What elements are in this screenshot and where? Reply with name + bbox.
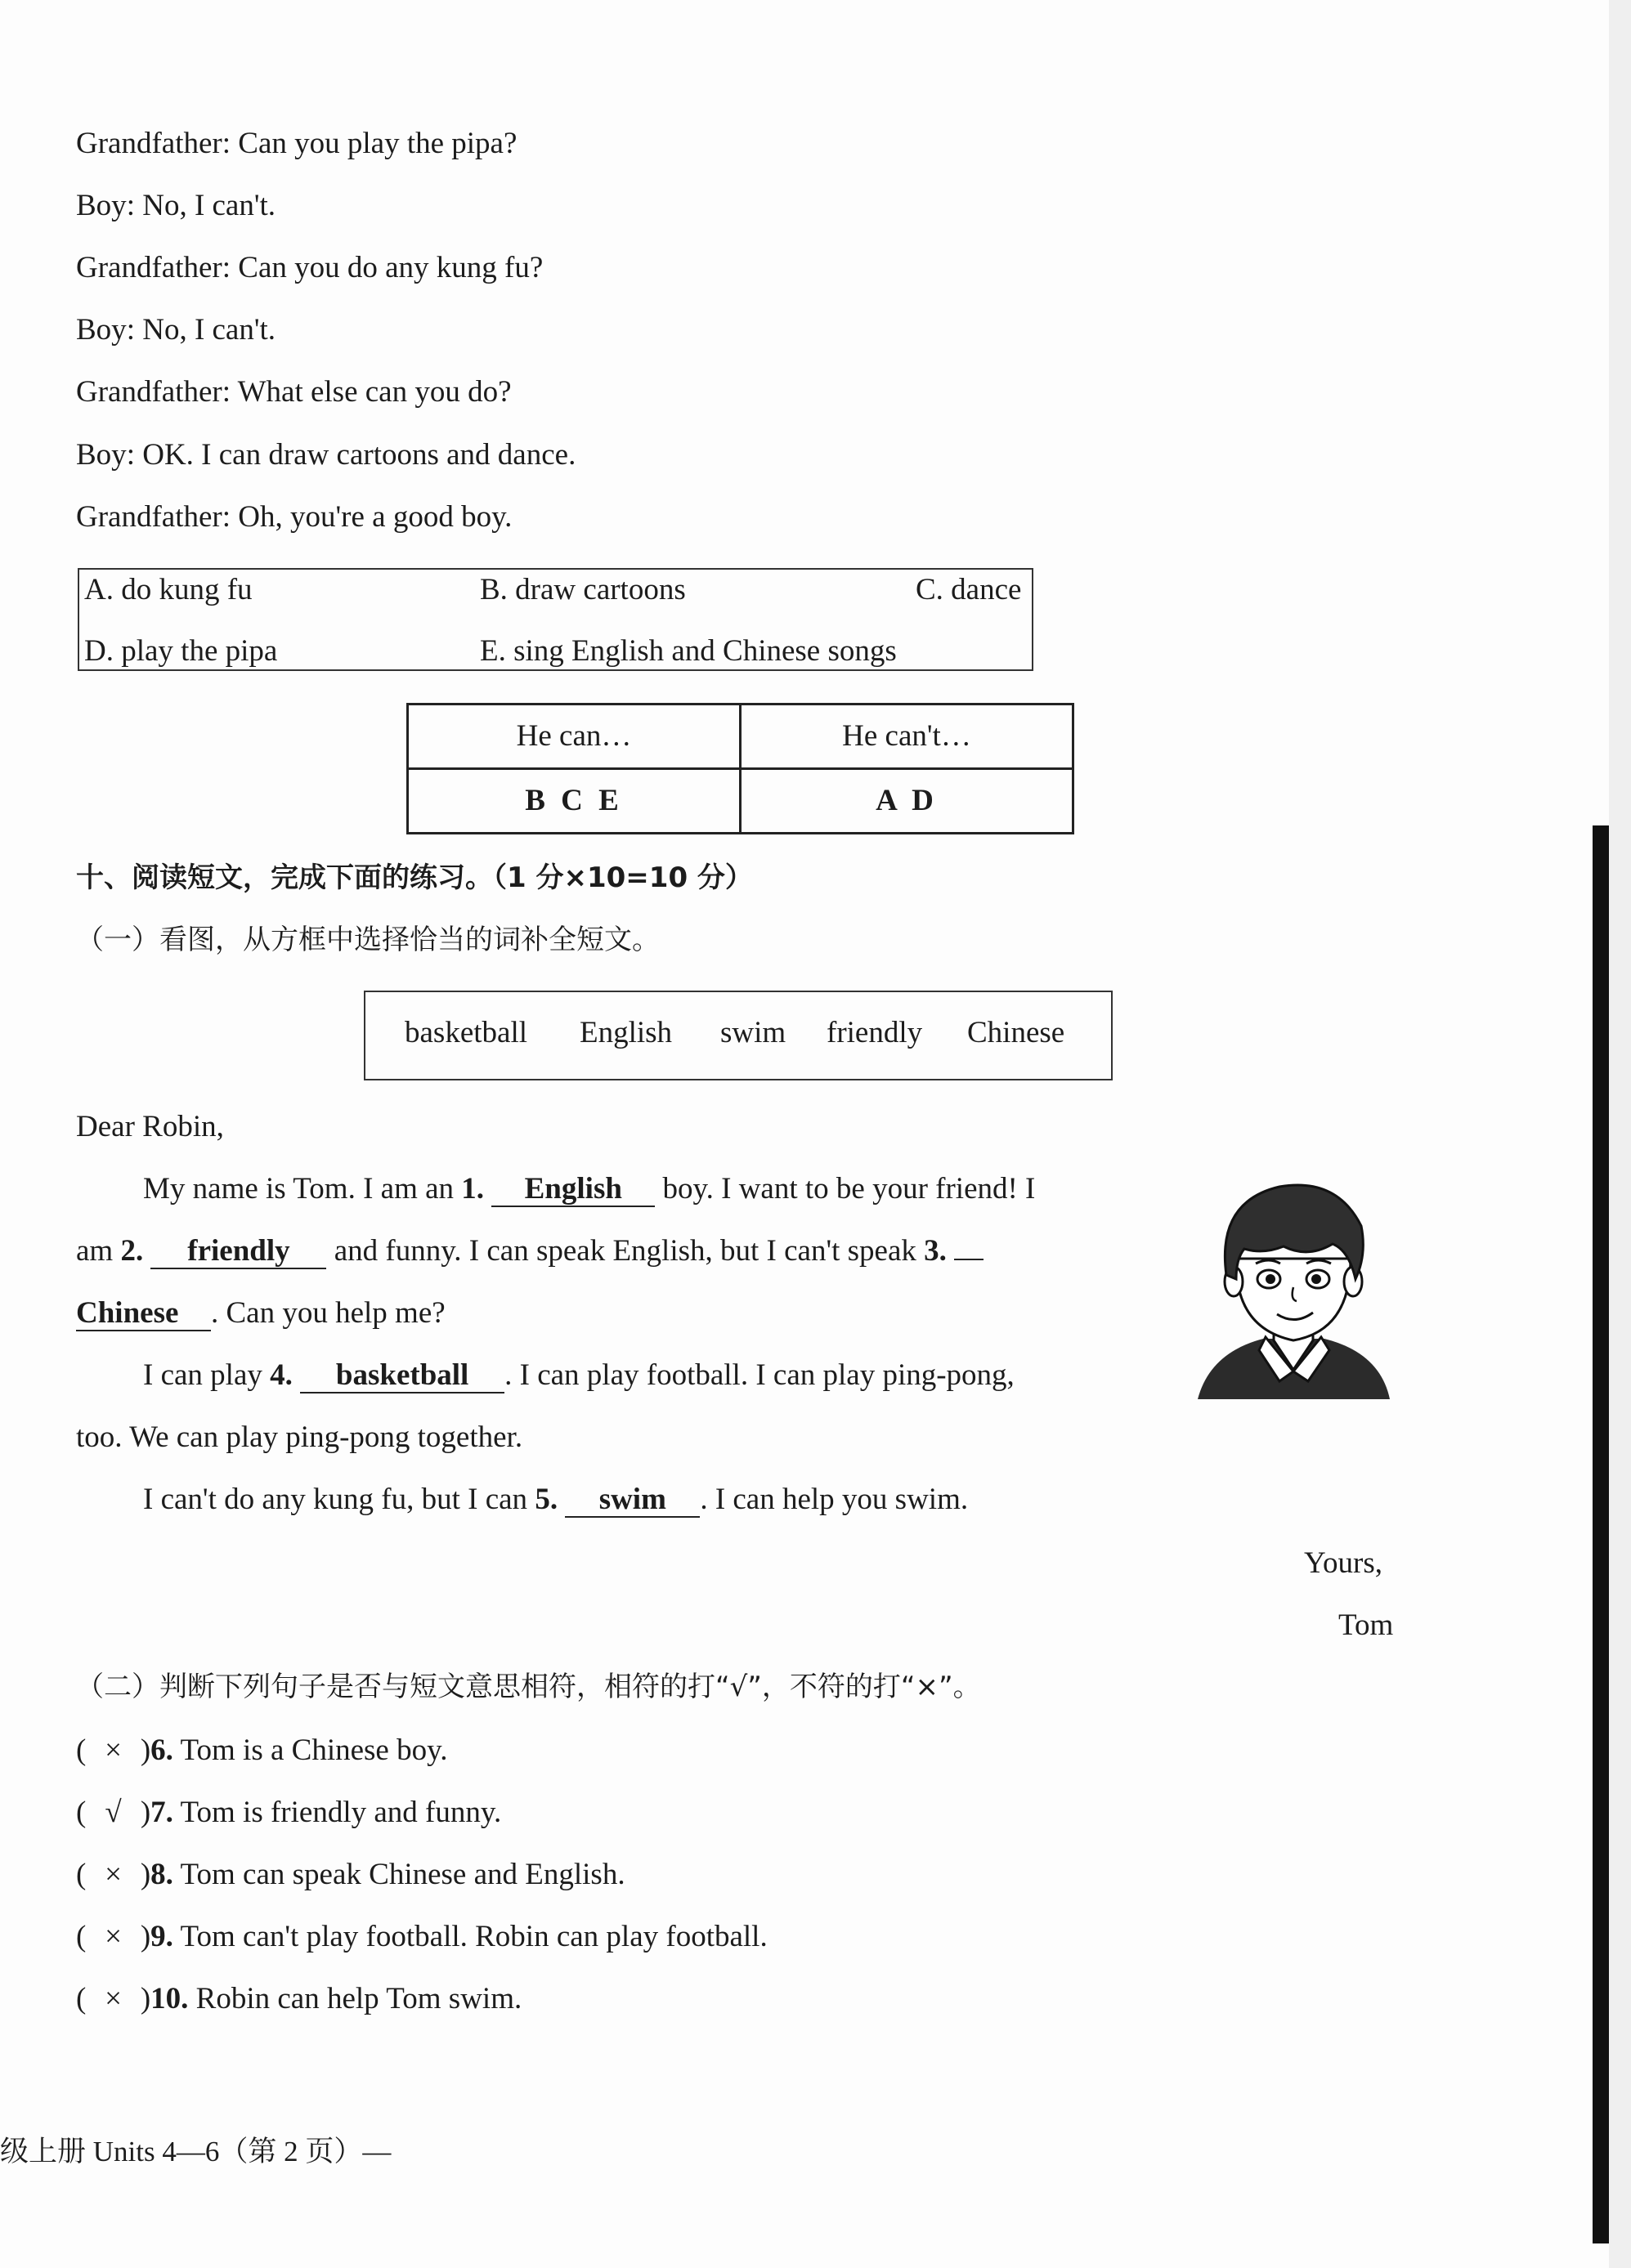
answer-5: swim bbox=[565, 1484, 700, 1518]
word-basketball: basketball bbox=[405, 1016, 528, 1049]
judgement-9: ( × )9. Tom can't play football. Robin can play football. bbox=[76, 1919, 768, 1955]
letter-line-4: I can play 4. basketball . I can play football. I can play ping-pong, bbox=[143, 1358, 1015, 1392]
option-c: C. dance bbox=[916, 573, 1022, 606]
word-chinese: Chinese bbox=[967, 1016, 1065, 1049]
option-a: A. do kung fu bbox=[84, 573, 253, 606]
option-b: B. draw cartoons bbox=[480, 573, 686, 606]
section-heading: 十、阅读短文，完成下面的练习。（1 分×10=10 分） bbox=[76, 861, 753, 894]
judgement-mark-7: √ bbox=[105, 1796, 122, 1829]
judgement-8: ( × )8. Tom can speak Chinese and English. bbox=[76, 1857, 625, 1893]
letter-closing: Yours, bbox=[1304, 1546, 1382, 1580]
dialogue-line-5: Grandfather: What else can you do? bbox=[76, 375, 512, 409]
table-header-cant: He can't… bbox=[741, 705, 1073, 769]
part1-instruction: （一）看图，从方框中选择恰当的词补全短文。 bbox=[76, 924, 660, 956]
dialogue-line-2: Boy: No, I can't. bbox=[76, 189, 276, 222]
dialogue-line-1: Grandfather: Can you play the pipa? bbox=[76, 127, 518, 160]
answer-3-line-start bbox=[954, 1259, 984, 1260]
letter-signature: Tom bbox=[1338, 1608, 1394, 1642]
answer-3: Chinese bbox=[76, 1298, 211, 1331]
judgement-mark-6: × bbox=[105, 1733, 123, 1767]
judgement-10: ( × )10. Robin can help Tom swim. bbox=[76, 1981, 522, 2017]
boy-illustration bbox=[1194, 1177, 1394, 1402]
letter-line-1: My name is Tom. I am an 1. English boy. I want to be your friend! I bbox=[143, 1172, 1036, 1206]
judgement-mark-10: × bbox=[105, 1982, 123, 2015]
table-header-can: He can… bbox=[408, 705, 741, 769]
judgement-mark-8: × bbox=[105, 1858, 123, 1891]
answer-2: friendly bbox=[150, 1236, 326, 1269]
letter-line-6: I can't do any kung fu, but I can 5. swim . I can help you swim. bbox=[143, 1483, 969, 1516]
letter-greeting: Dear Robin, bbox=[76, 1110, 224, 1143]
judgement-6: ( × )6. Tom is a Chinese boy. bbox=[76, 1733, 447, 1769]
result-table bbox=[406, 703, 1074, 834]
table-answer-can: B C E bbox=[408, 769, 741, 834]
dialogue-line-7: Grandfather: Oh, you're a good boy. bbox=[76, 500, 513, 534]
word-swim: swim bbox=[720, 1016, 786, 1049]
option-e: E. sing English and Chinese songs bbox=[480, 634, 897, 668]
word-friendly: friendly bbox=[827, 1016, 923, 1049]
page-footer: 级上册 Units 4—6（第 2 页）— bbox=[0, 2136, 392, 2167]
part2-instruction: （二）判断下列句子是否与短文意思相符，相符的打“√”，不符的打“×”。 bbox=[76, 1671, 981, 1703]
letter-line-5: too. We can play ping-pong together. bbox=[76, 1420, 523, 1454]
table-answer-cant: A D bbox=[741, 769, 1073, 834]
dialogue-line-3: Grandfather: Can you do any kung fu? bbox=[76, 251, 544, 284]
dialogue-line-4: Boy: No, I can't. bbox=[76, 313, 276, 347]
dialogue-line-6: Boy: OK. I can draw cartoons and dance. bbox=[76, 438, 576, 472]
option-d: D. play the pipa bbox=[84, 634, 278, 668]
judgement-mark-9: × bbox=[105, 1920, 123, 1953]
answer-4: basketball bbox=[300, 1360, 504, 1393]
scan-edge-shadow bbox=[1609, 0, 1631, 2268]
answer-1: English bbox=[491, 1174, 655, 1207]
scan-edge-line bbox=[1593, 825, 1609, 2243]
word-english: English bbox=[580, 1016, 673, 1049]
letter-line-3: Chinese . Can you help me? bbox=[76, 1296, 446, 1330]
judgement-7: ( √ )7. Tom is friendly and funny. bbox=[76, 1795, 501, 1831]
letter-line-2: am 2. friendly and funny. I can speak English, but I can't speak 3. bbox=[76, 1233, 984, 1269]
